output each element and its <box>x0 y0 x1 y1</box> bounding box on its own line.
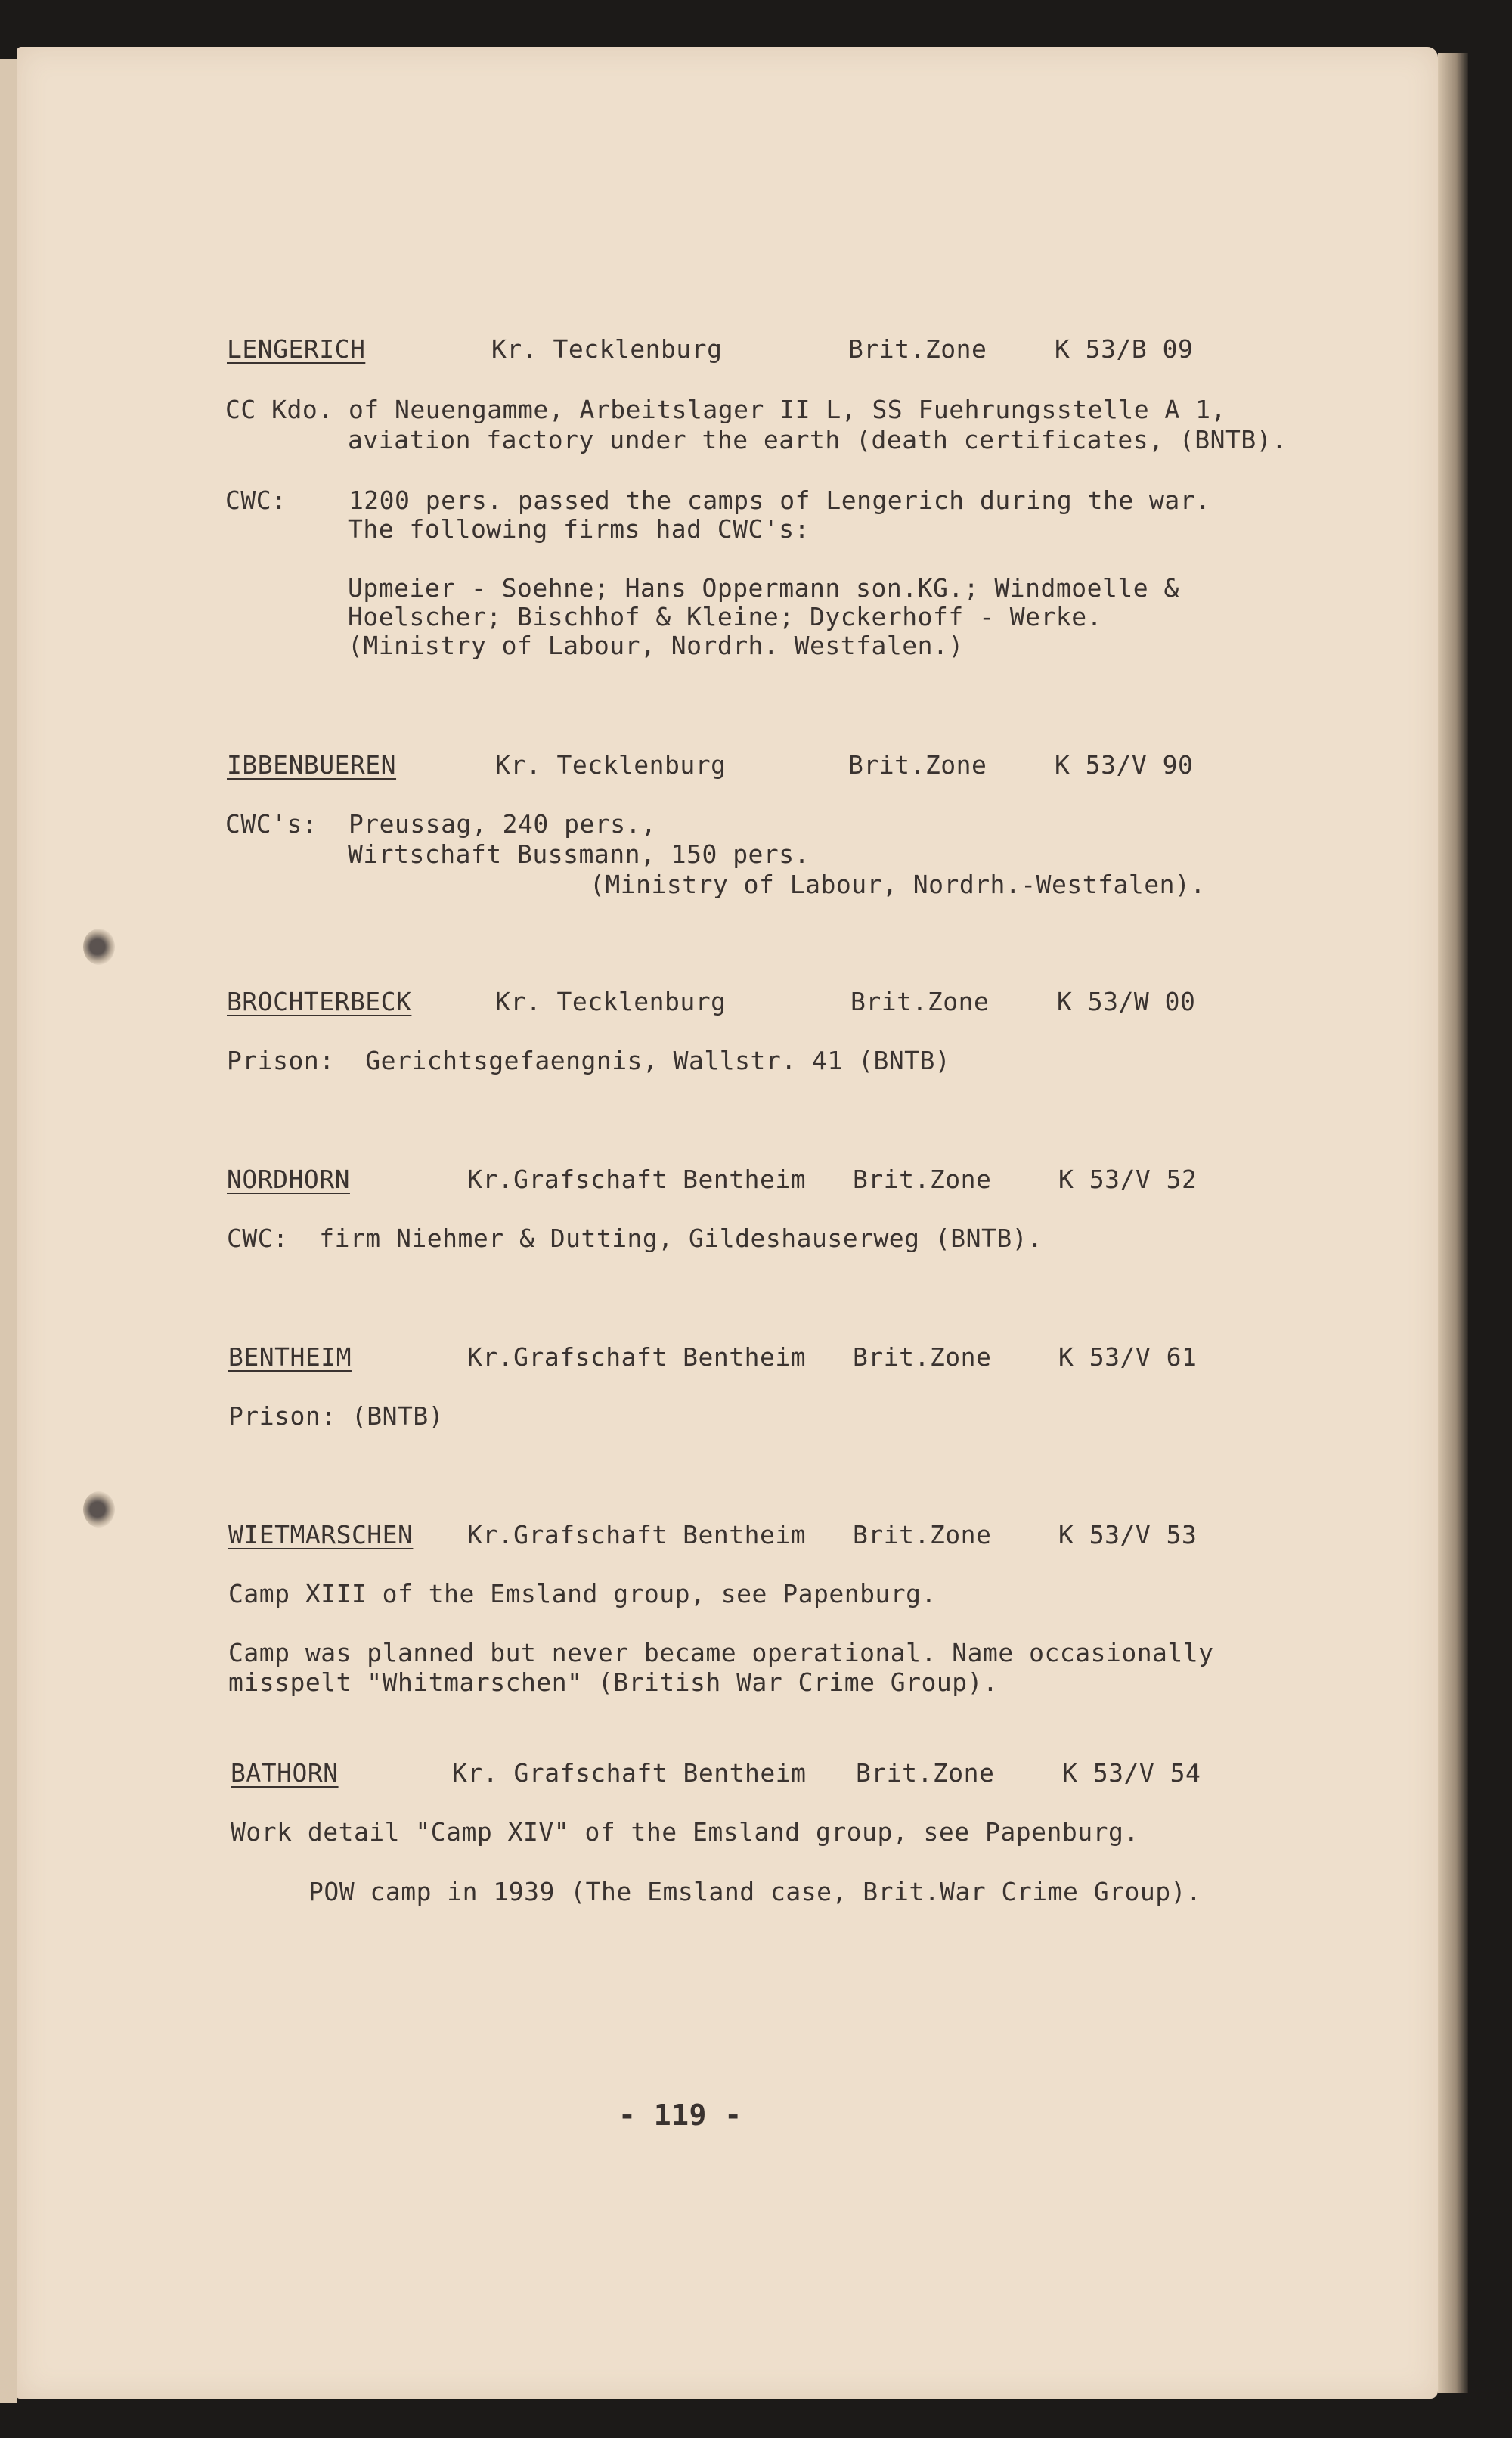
entry-line: The following firms had CWC's: <box>348 514 810 544</box>
entry-code: K 53/V 54 <box>1062 1758 1201 1788</box>
entry-zone: Brit.Zone <box>853 1165 992 1194</box>
entry-place: BROCHTERBECK <box>227 987 412 1016</box>
entry-code: K 53/W 00 <box>1057 987 1196 1016</box>
entry-place: NORDHORN <box>227 1165 350 1194</box>
entry-line: Camp XIII of the Emsland group, see Papenburg. <box>228 1579 937 1608</box>
entry-line: Wirtschaft Bussmann, 150 pers. <box>348 839 810 869</box>
entry-code: K 53/V 52 <box>1058 1165 1198 1194</box>
entry-code: K 53/V 61 <box>1058 1342 1198 1372</box>
entry-place: IBBENBUEREN <box>227 750 397 780</box>
entry-district: Kr. Tecklenburg <box>495 750 727 780</box>
punch-hole <box>83 929 115 965</box>
punch-hole <box>83 1491 115 1528</box>
entry-zone: Brit.Zone <box>848 334 987 364</box>
entry-code: K 53/V 53 <box>1058 1520 1198 1549</box>
entry-district: Kr.Grafschaft Bentheim <box>467 1520 807 1549</box>
entry-code: K 53/V 90 <box>1055 750 1194 780</box>
entry-zone: Brit.Zone <box>853 1342 992 1372</box>
entry-line: Work detail "Camp XIV" of the Emsland group, see Papenburg. <box>231 1817 1139 1847</box>
entry-line: Hoelscher; Bischhof & Kleine; Dyckerhoff - Werke. <box>348 602 1103 631</box>
page-number: - 119 - <box>618 2098 742 2132</box>
entry-zone: Brit.Zone <box>856 1758 995 1788</box>
entry-line: CWC: firm Niehmer & Dutting, Gildeshauserweg (BNTB). <box>227 1224 1043 1253</box>
entry-line: Upmeier - Soehne; Hans Oppermann son.KG.; Windmoelle & <box>348 573 1179 603</box>
entry-place: LENGERICH <box>227 334 366 364</box>
entry-place: WIETMARSCHEN <box>228 1520 414 1549</box>
entry-line: aviation factory under the earth (death certificates, (BNTB). <box>348 425 1287 454</box>
entry-line: (Ministry of Labour, Nordrh. Westfalen.) <box>348 631 964 660</box>
entry-line: CC Kdo. of Neuengamme, Arbeitslager II L, SS Fuehrungsstelle A 1, <box>225 395 1226 424</box>
entry-district: Kr.Grafschaft Bentheim <box>467 1342 807 1372</box>
entry-zone: Brit.Zone <box>848 750 987 780</box>
entry-zone: Brit.Zone <box>850 987 990 1016</box>
entry-zone: Brit.Zone <box>853 1520 992 1549</box>
entry-district: Kr.Grafschaft Bentheim <box>467 1165 807 1194</box>
entry-line: misspelt "Whitmarschen" (British War Crime Group). <box>228 1667 999 1697</box>
entry-line: Prison: (BNTB) <box>228 1401 445 1431</box>
book-spine <box>0 59 17 2403</box>
page-edge <box>1438 53 1468 2393</box>
entry-district: Kr. Tecklenburg <box>495 987 727 1016</box>
entry-code: K 53/B 09 <box>1055 334 1194 364</box>
entry-place: BENTHEIM <box>228 1342 352 1372</box>
entry-district: Kr. Tecklenburg <box>491 334 723 364</box>
entry-line: Prison: Gerichtsgefaengnis, Wallstr. 41 (BNTB) <box>227 1046 951 1075</box>
entry-line: Camp was planned but never became operational. Name occasionally <box>228 1638 1214 1667</box>
entry-line: CWC: 1200 pers. passed the camps of Lengerich during the war. <box>225 485 1211 515</box>
entry-line: CWC's: Preussag, 240 pers., <box>225 809 657 839</box>
entry-place: BATHORN <box>231 1758 339 1788</box>
entry-line: POW camp in 1939 (The Emsland case, Brit.War Crime Group). <box>308 1877 1202 1906</box>
entry-line: (Ministry of Labour, Nordrh.-Westfalen). <box>590 870 1206 899</box>
entry-district: Kr. Grafschaft Bentheim <box>452 1758 807 1788</box>
